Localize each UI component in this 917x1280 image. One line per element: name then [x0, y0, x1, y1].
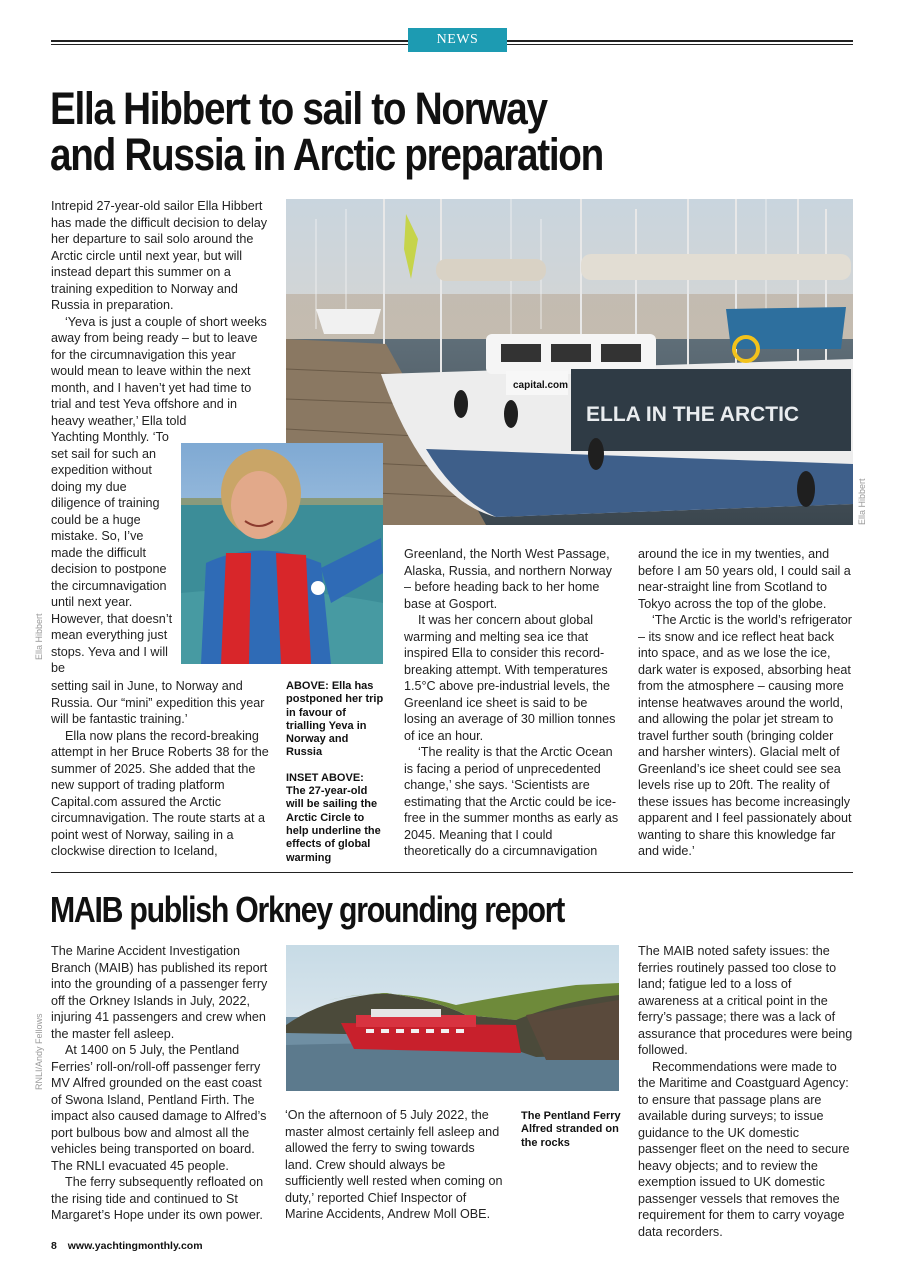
- ferry-photo: [286, 945, 619, 1091]
- article1-para: It was her concern about global warming and melting sea ice that inspired Ella to consider this record-breaking attempt. With temperatures 1.5°C above pre-industrial levels, the Greenland ice sheet is said to be losing an average of 30 million tonnes of ice an hour.: [404, 613, 616, 743]
- article2-para: At 1400 on 5 July, the Pentland Ferries’ roll-on/roll-off passenger ferry MV Alfred grounded on the east coast of Swona Island, Pentland Firth. The impact also caused damage to Alfred’s port bulbous bow and almost all the vehicles being transported on board. The RNLI evacuated 45 people.: [51, 1043, 267, 1173]
- article1-para: Greenland, the North West Passage, Alaska, Russia, and northern Norway – before heading back to her home base at Gosport.: [404, 547, 612, 611]
- article1-headline: [50, 83, 669, 180]
- article1-col1-narrow: [51, 429, 177, 677]
- banner-text: ELLA IN THE ARCTIC: [586, 403, 800, 426]
- article2-col1: [51, 943, 273, 1224]
- section-tag: NEWS: [408, 28, 507, 52]
- article1-col3: [404, 546, 622, 860]
- photo-credit-main: Ella Hibbert: [857, 478, 867, 525]
- article1-para: Intrepid 27-year-old sailor Ella Hibbert has made the difficult decision to delay her departure to sail solo around the Arctic circle until next year, but will instead depart this summer on a training expedition to Norway and Russia in preparation.: [51, 199, 268, 312]
- article1-para: ‘The reality is that the Arctic Ocean is facing a period of unprecedented change,’ she says. ‘Scientists are estimating that the Arctic could be ice-free in the summer months as early as 2045. Meaning that I could theoretically do a circumnavigation: [404, 745, 619, 858]
- article2-para: The MAIB noted safety issues: the ferries routinely passed too close to land; fatigue led to a loss of awareness at a critical point in the ferry’s passage; there was a lack of assurance that procedures were being followed.: [638, 944, 853, 1057]
- caption-inset: INSET ABOVE: The 27-year-old will be sailing the Arctic Circle to help underline the effects of global warming: [286, 771, 381, 864]
- article1-captions: [286, 680, 386, 865]
- page-footer: [51, 1240, 203, 1252]
- article2-col2: [285, 1107, 505, 1223]
- article1-para: ‘The Arctic is the world’s refrigerator – its snow and ice reflect heat back into space, and as we lose the ice, dark water is exposed, absorbing heat from the atmosphere – causing more intense heatwaves around the world, and allowing the polar jet stream to travel further south (bringing colder and harsher winters). Glacial melt of Greenland’s ice sheet could see sea levels rise up to 20ft. The reality of these issues has become increasingly apparent and I feel passionately about wanting to share this knowledge far and wide.’: [638, 613, 852, 858]
- photo-credit-ferry: RNLI/Andy Fellows: [34, 1013, 44, 1090]
- article1-col4: [638, 546, 854, 860]
- footer-url[interactable]: www.yachtingmonthly.com: [67, 1240, 203, 1252]
- article1-para: around the ice in my twenties, and before I am 50 years old, I could sail a near-straight line from Scotland to Tokyo across the top of the globe.: [638, 547, 851, 611]
- article1-col1-bottom: [51, 678, 273, 860]
- inset-portrait-photo: [181, 443, 383, 664]
- article1-para: setting sail in June, to Norway and Russia. Our “mini” expedition this year will be fantastic training.’: [51, 679, 265, 726]
- article2-para: The ferry subsequently refloated on the rising tide and continued to St Margaret’s Hope under its own power.: [51, 1175, 264, 1222]
- photo-credit-inset: Ella Hibbert: [34, 613, 44, 660]
- page-number: 8: [51, 1240, 57, 1252]
- article1-para: Ella now plans the record-breaking attempt in her Bruce Roberts 38 for the summer of 2025. She added that the new support of trading platform Capital.com assured the Arctic circumnavigation. The route starts at a point west of Norway, sailing in a clockwise direction to Iceland,: [51, 728, 269, 858]
- article2-caption: The Pentland Ferry Alfred stranded on the rocks: [521, 1110, 621, 1149]
- headline-line-2: and Russia in Arctic preparation: [50, 129, 603, 180]
- article-divider: [51, 872, 853, 873]
- article1-para: ‘Yeva is just a couple of short weeks away from being ready – but to leave for the circumnavigation this year would mean to leave within the next month, and I haven’t yet had time to trial and test Yeva offshore and in heavy weather,’ Ella told: [51, 314, 267, 428]
- article2-headline: MAIB publish Orkney grounding report: [50, 889, 565, 930]
- article2-para: Recommendations were made to the Maritime and Coastguard Agency: to ensure that passage plans are available during surveys; to issue guidance to the UK domestic passenger fleet on the need to secure heavy objects; and to review the exemption issued to UK domestic passenger vessels that removes the requirement for them to carry voyage data recorders.: [638, 1059, 850, 1239]
- hull-logo-text: capital.com: [513, 380, 569, 391]
- article2-para: ‘On the afternoon of 5 July 2022, the master almost certainly fell asleep and allowed the ferry to swing towards land. Crew should always be sufficiently well rested when coming on duty,’ reported Chief Inspector of Marine Accidents, Andrew Moll OBE.: [285, 1108, 503, 1221]
- article2-col3: [638, 943, 854, 1240]
- article1-col1-top: [51, 198, 271, 429]
- article1-para: Yachting Monthly. ‘To set sail for such an expedition without doing my due diligence of training could be a huge mistake. So, I’ve made the difficult decision to postpone the circumnavigation until next year. However, that doesn’t mean everything just stops. Yeva and I will be: [51, 430, 173, 675]
- headline-line-1: Ella Hibbert to sail to Norway: [50, 83, 547, 134]
- article2-para: The Marine Accident Investigation Branch (MAIB) has published its report into the grounding of a passenger ferry off the Orkney Islands in July, 2022, injuring 41 passengers and crew when the master fell asleep.: [51, 944, 268, 1041]
- caption-above: ABOVE: Ella has postponed her trip in favour of trialling Yeva in Norway and Russia: [286, 680, 384, 759]
